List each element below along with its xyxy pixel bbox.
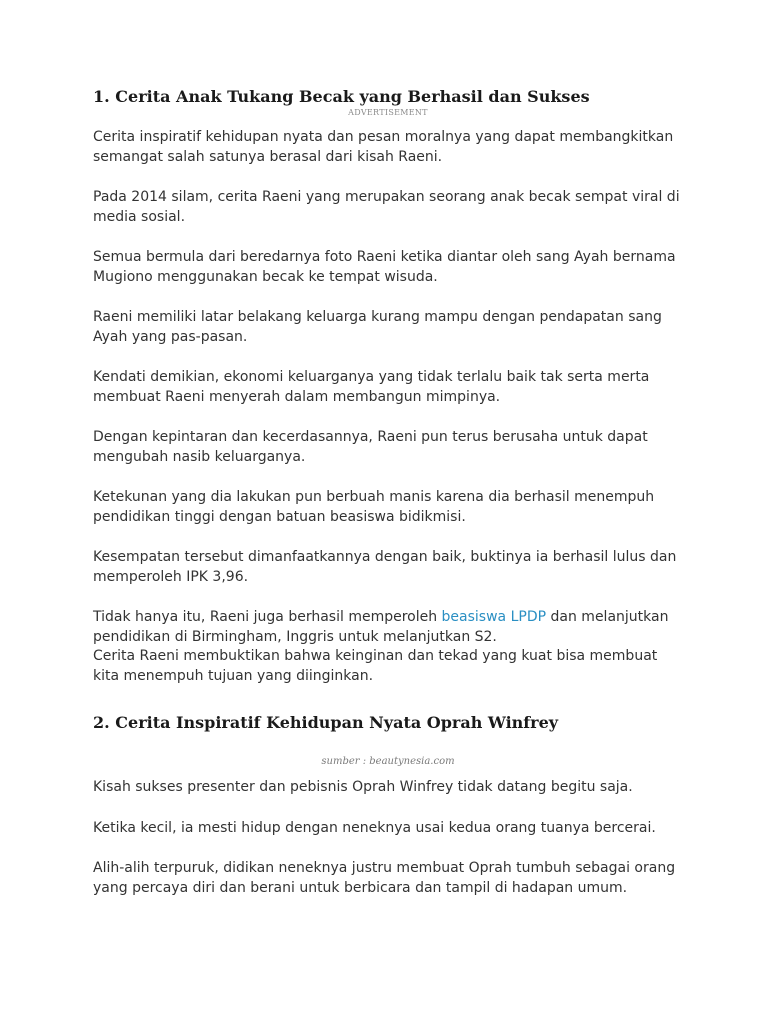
paragraph-with-link [93,608,683,647]
paragraph: Kendati demikian, ekonomi keluarganya yang tidak terlalu baik tak serta merta membuat Raeni menyerah dalam membangun mimpinya. [93,369,650,405]
paragraph: Kisah sukses presenter dan pebisnis Oprah Winfrey tidak datang begitu saja. [93,779,633,795]
image-caption: sumber : beautynesia.com [321,756,455,767]
paragraph: Dengan kepintaran dan kecerdasannya, Raeni pun terus berusaha untuk dapat mengubah nasib keluarganya. [93,429,648,465]
paragraph: Pada 2014 silam, cerita Raeni yang merupakan seorang anak becak sempat viral di media sosial. [93,189,680,225]
section-1-heading: 1. Cerita Anak Tukang Becak yang Berhasil dan Sukses [93,87,590,106]
paragraph: Kesempatan tersebut dimanfaatkannya dengan baik, buktinya ia berhasil lulus dan memperoleh IPK 3,96. [93,549,677,585]
paragraph: Ketekunan yang dia lakukan pun berbuah manis karena dia berhasil menempuh pendidikan tinggi dengan batuan beasiswa bidikmisi. [93,489,655,525]
paragraph: Raeni memiliki latar belakang keluarga kurang mampu dengan pendapatan sang Ayah yang pas-pasan. [93,309,662,345]
advertisement-label: ADVERTISEMENT [348,108,428,117]
paragraph: Cerita inspiratif kehidupan nyata dan pesan moralnya yang dapat membangkitkan semangat salah satunya berasal dari kisah Raeni. [93,129,674,165]
article-body [93,86,683,919]
paragraph: Ketika kecil, ia mesti hidup dengan neneknya usai kedua orang tuanya bercerai. [93,819,656,836]
paragraph-text: Tidak hanya itu, Raeni juga berhasil memperoleh [93,609,442,625]
section-2 [93,712,683,898]
section-2-heading: 2. Cerita Inspiratif Kehidupan Nyata Oprah Winfrey [93,713,559,732]
beasiswa-lpdp-link[interactable]: beasiswa LPDP [441,609,547,625]
paragraph: Alih-alih terpuruk, didikan neneknya justru membuat Oprah tumbuh sebagai orang yang percaya diri dan berani untuk berbicara dan tampil di hadapan umum. [93,860,676,896]
paragraph: Semua bermula dari beredarnya foto Raeni ketika diantar oleh sang Ayah bernama Mugiono menggunakan becak ke tempat wisuda. [93,249,676,285]
paragraph-text: dan melanjutkan pendidikan di Birmingham, Inggris untuk melanjutkan S2. [93,609,669,645]
closing-paragraph: Cerita Raeni membuktikan bahwa keinginan dan tekad yang kuat bisa membuat kita menempuh tujuan yang diinginkan. [93,648,658,684]
